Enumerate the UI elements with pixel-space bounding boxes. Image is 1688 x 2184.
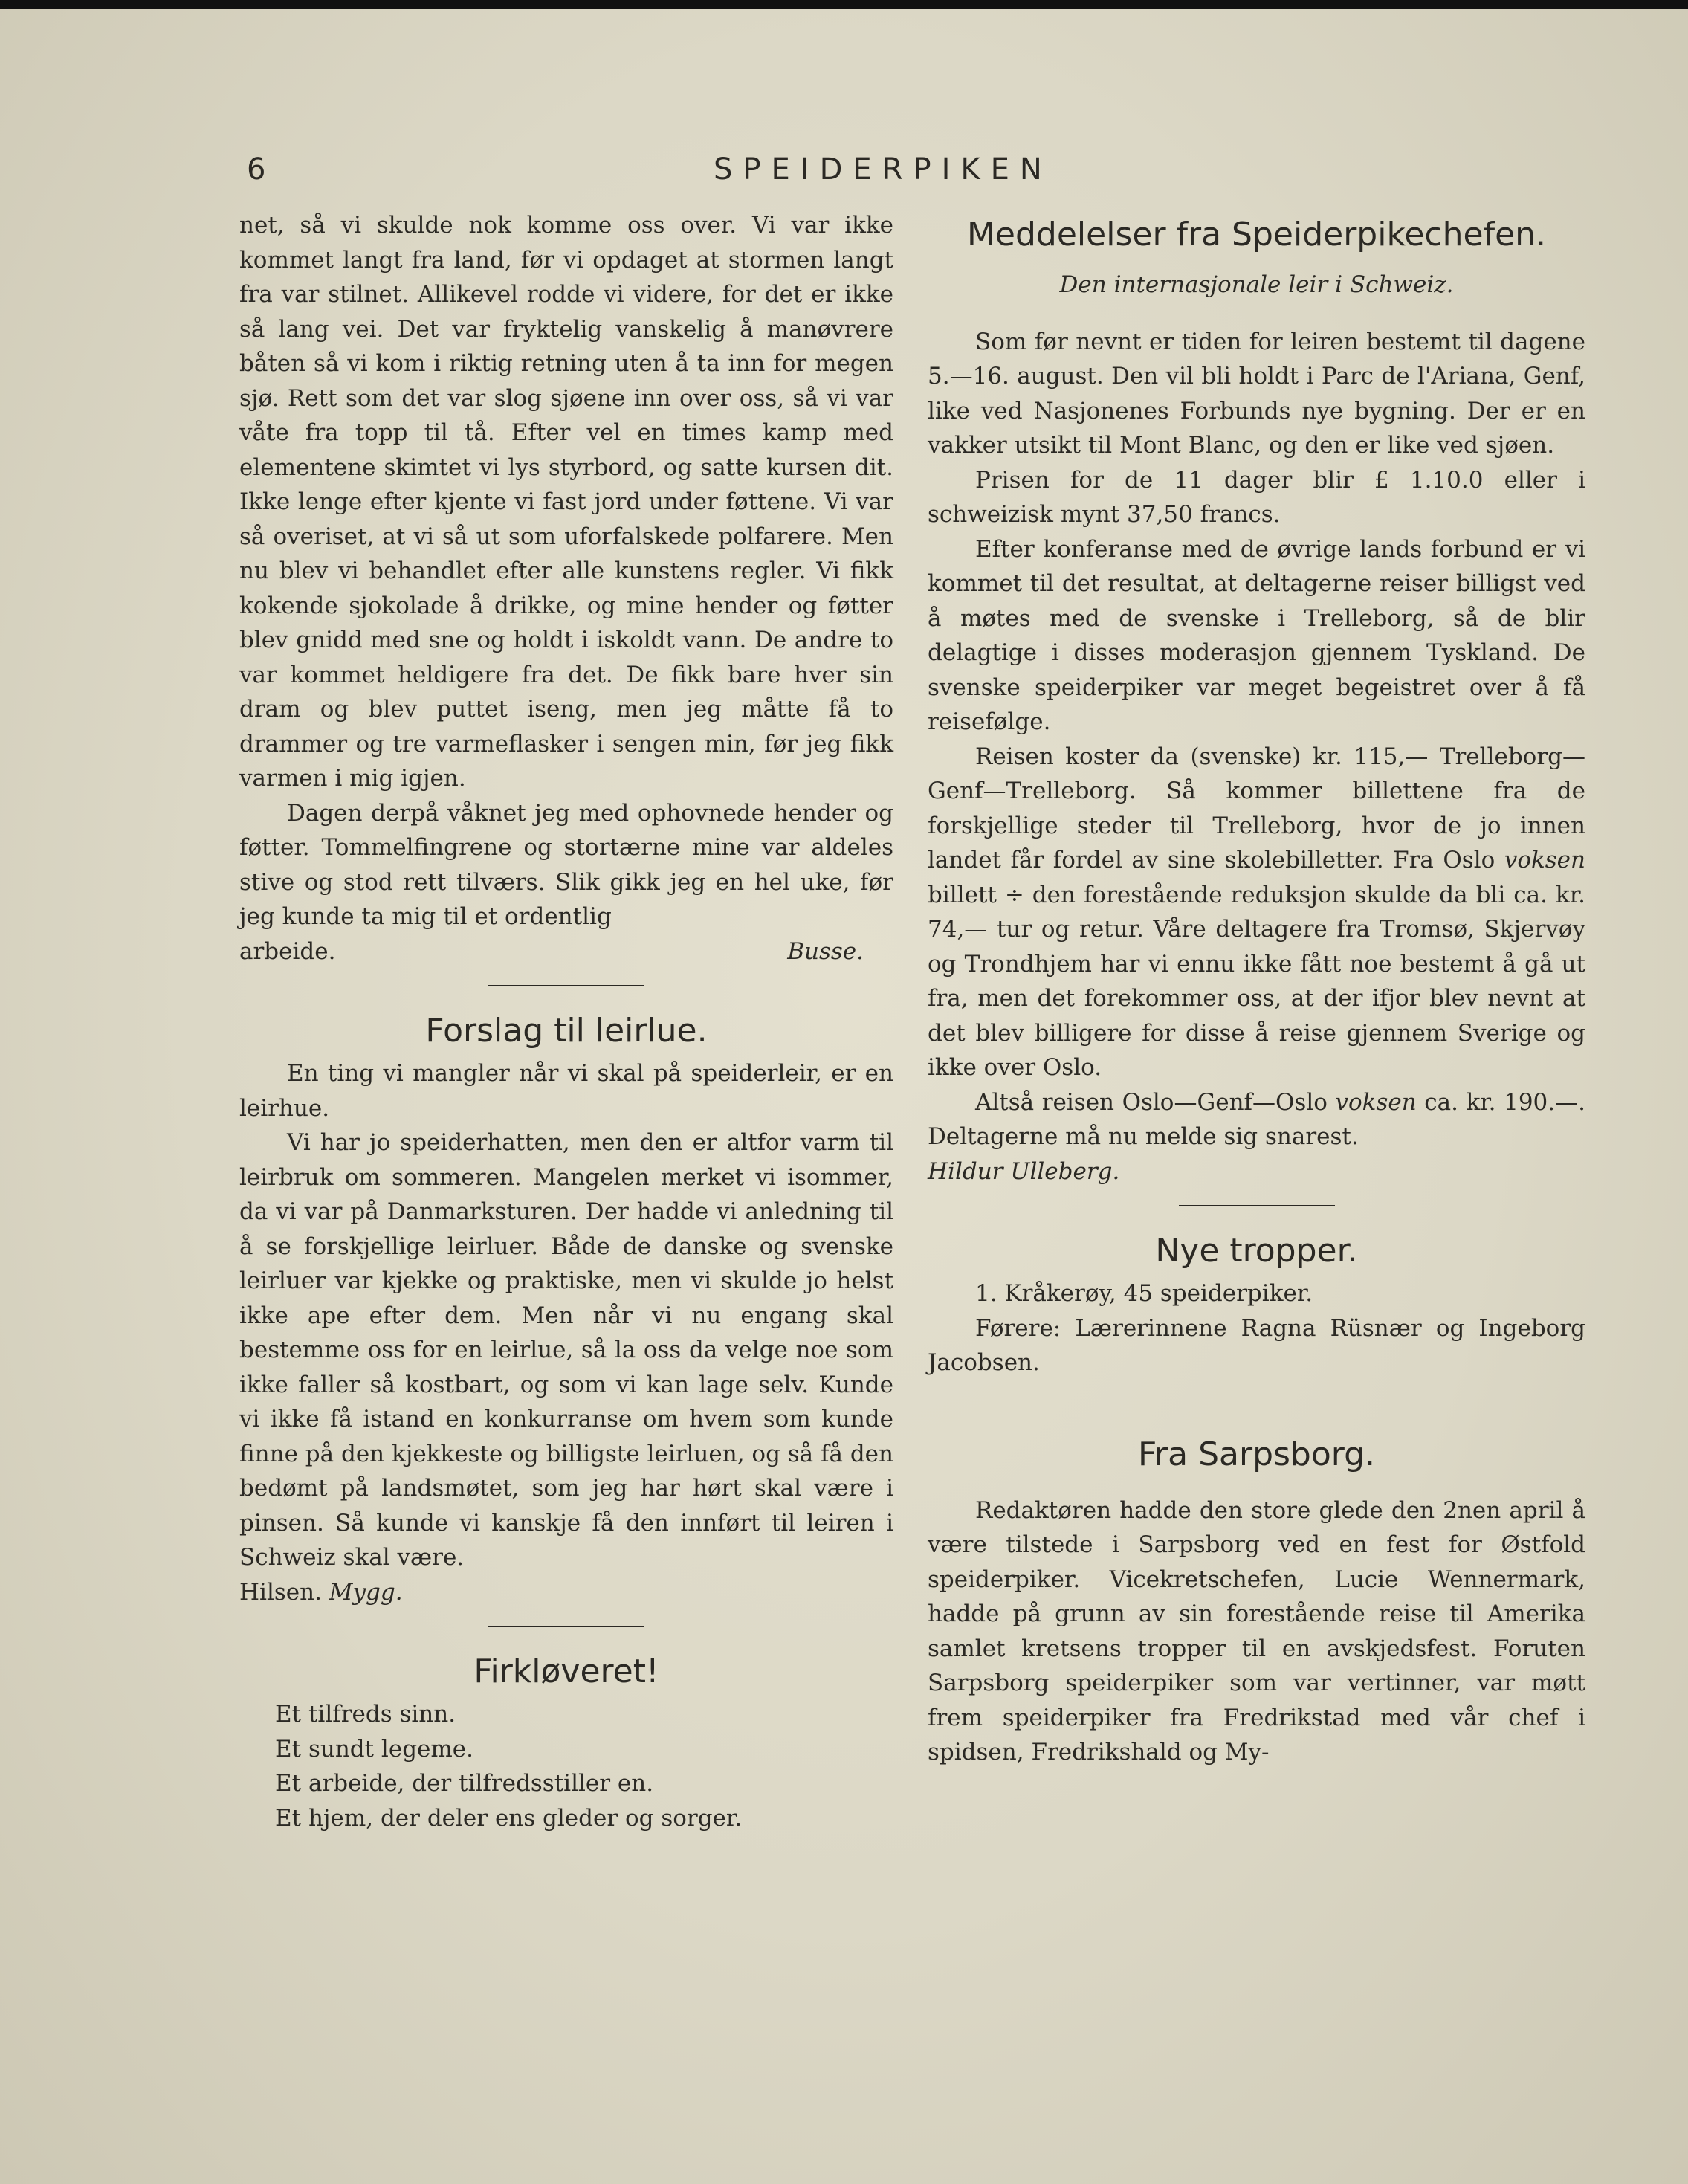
signature-mygg: Mygg. — [329, 1578, 403, 1606]
divider — [1179, 1205, 1335, 1206]
story-last-word: arbeide. — [239, 937, 336, 965]
text-run: Altså reisen Oslo—Genf—Oslo — [975, 1088, 1336, 1116]
sarpsborg-paragraph-1: Redaktøren hadde den store glede den 2nen april å være tilstede i Sarpsborg ved en fest for Østfold speiderpiker. Vicekretschefen, Lucie Wennermark, hadde på grunn av sin forestående reise til Amerika samlet kretsens tropper til en avskjedsfest. Foruten Sarpsborg speiderpiker som var vertinner, var møtt frem speiderpiker fra Fredrikstad med vår chef i spidsen, Fredrikshald og My- — [928, 1496, 1585, 1765]
meddelelser-paragraph-1: Som før nevnt er tiden for leiren bestemt til dagene 5.—16. august. Den vil bli holdt i Parc de l'Ariana, Genf, like ved Nasjonenes Forbunds nye bygning. Der er en vakker utsikt til Mont Blanc, og den er like ved sjøen. — [928, 328, 1585, 459]
text-run: Reisen koster da (svenske) kr. 115,— Trelleborg—Genf—Trelleborg. Så kommer billettene fra de forskjellige steder til Trelleborg, hvor de jo innen landet får fordel av sine skolebilletter. Fra Oslo — [928, 743, 1585, 873]
poem-line: Et arbeide, der tilfredsstiller en. — [275, 1770, 654, 1797]
story-signature-line — [239, 934, 893, 969]
forslag-paragraph-1: En ting vi mangler når vi skal på speiderleir, er en leirhue. — [239, 1060, 893, 1122]
left-column — [239, 208, 893, 1835]
meddelelser-paragraph-5 — [928, 1085, 1585, 1154]
italic-word: voksen — [1504, 847, 1585, 873]
nye-paragraph-1: 1. Kråkerøy, 45 speiderpiker. — [975, 1280, 1313, 1307]
meddelelser-paragraph-3: Efter konferanse med de øvrige lands forbund er vi kommet til det resultat, at deltagerne reiser billigst ved å møtes med de svenske i Trelleborg, så de blir delagtige i disses moderasjon gjennem Tyskland. De svenske speiderpiker var meget begeistret over å få reisefølge. — [928, 535, 1585, 735]
meddelelser-paragraph-4 — [928, 740, 1585, 1085]
forslag-paragraph-2: Vi har jo speiderhatten, men den er altfor varm til leirbruk om sommeren. Mangelen merket vi isommer, da vi var på Danmarksturen. Der hadde vi anledning til å se forskjellige leirluer. Både de danske og svenske leirluer var kjekke og praktiske, men vi skulde jo helst ikke ape efter dem. Men når vi nu engang skal bestemme oss for en leirlue, så la oss da velge noe som ikke faller så kostbart, og som vi kan lage selv. Kunde vi ikke få istand en konkurranse om hvem som kunde finne på den kjekkeste og billigste leirluen, og så få den bedømt på landsmøtet, som jeg har hørt skal være i pinsen. Så kunde vi kanskje få den innført til leiren i Schweiz skal være. — [239, 1129, 893, 1571]
right-column — [928, 213, 1585, 1770]
page-number: 6 — [247, 152, 266, 187]
meddelelser-paragraph-2: Prisen for de 11 dager blir £ 1.10.0 eller i schweizisk mynt 37,50 francs. — [928, 466, 1585, 528]
article-title-forslag: Forslag til leirlue. — [425, 1012, 708, 1050]
nye-paragraph-2: Førere: Lærerinnene Ragna Rüsnær og Ingeborg Jacobsen. — [928, 1314, 1585, 1376]
greeting: Hilsen. — [239, 1578, 322, 1606]
poem-line: Et hjem, der deler ens gleder og sorger. — [275, 1804, 743, 1832]
article-title-meddelelser: Meddelelser fra Speiderpikechefen. — [966, 216, 1547, 253]
article-title-sarpsborg: Fra Sarpsborg. — [1137, 1435, 1376, 1473]
text-run: billett ÷ den forestående reduksjon skulde da bli ca. kr. 74,— tur og retur. Våre deltagere fra Tromsø, Skjervøy og Trondhjem har vi ennu ikke fått noe bestemt å gå ut fra, men det forekommer oss, at der ifjor blev nevnt at det blev billigere for disse å reise gjennem Sverige og ikke over Oslo. — [928, 881, 1585, 1081]
article-title-nye-tropper: Nye tropper. — [1155, 1232, 1358, 1270]
scan-edge — [0, 0, 1688, 9]
article-title-firklover: Firkløveret! — [473, 1652, 659, 1690]
magazine-title: SPEIDERPIKEN — [714, 152, 1052, 187]
poem-line: Et tilfreds sinn. — [275, 1701, 456, 1728]
signature-busse: Busse. — [787, 937, 864, 965]
text-run: ca. kr. 190.—. Deltagerne må nu melde sig snarest. — [928, 1088, 1585, 1150]
divider — [488, 985, 644, 986]
italic-word: voksen — [1335, 1088, 1417, 1116]
article-subtitle: Den internasjonale leir i Schweiz. — [1059, 271, 1454, 298]
story-continuation: net, så vi skulde nok komme oss over. Vi var ikke kommet langt fra land, før vi opdaget at stormen langt fra var stilnet. Allikevel rodde vi videre, for det er ikke så lang vei. Det var fryktelig vanskelig å manøvrere båten så vi kom i riktig retning uten å ta inn for megen sjø. Rett som det var slog sjøene inn over oss, så vi var våte fra topp til tå. Efter vel en times kamp med elementene skimtet vi lys styrbord, og satte kursen dit. Ikke lenge efter kjente vi fast jord under føttene. Vi var så overiset, at vi så ut som uforfalskede polfarere. Men nu blev vi behandlet efter alle kunstens regler. Vi fikk kokende sjokolade å drikke, og mine hender og føtter blev gnidd med sne og holdt i iskoldt vann. De andre to var kommet heldigere fra det. De fikk bare hver sin dram og blev puttet iseng, men jeg måtte få to drammer og tre varmeflasker i sengen min, før jeg fikk varmen i mig igjen. — [239, 212, 893, 792]
poem — [239, 1697, 893, 1835]
poem-line: Et sundt legeme. — [275, 1735, 473, 1763]
divider — [488, 1626, 644, 1627]
story-paragraph: Dagen derpå våknet jeg med ophovnede hender og føtter. Tommelfingrene og stortærne mine var aldeles stive og stod rett tilværs. Slik gikk jeg en hel uke, før jeg kunde ta mig til et ordentlig — [239, 799, 893, 930]
signature-ulleberg: Hildur Ulleberg. — [928, 1157, 1120, 1185]
forslag-signature — [239, 1575, 893, 1610]
